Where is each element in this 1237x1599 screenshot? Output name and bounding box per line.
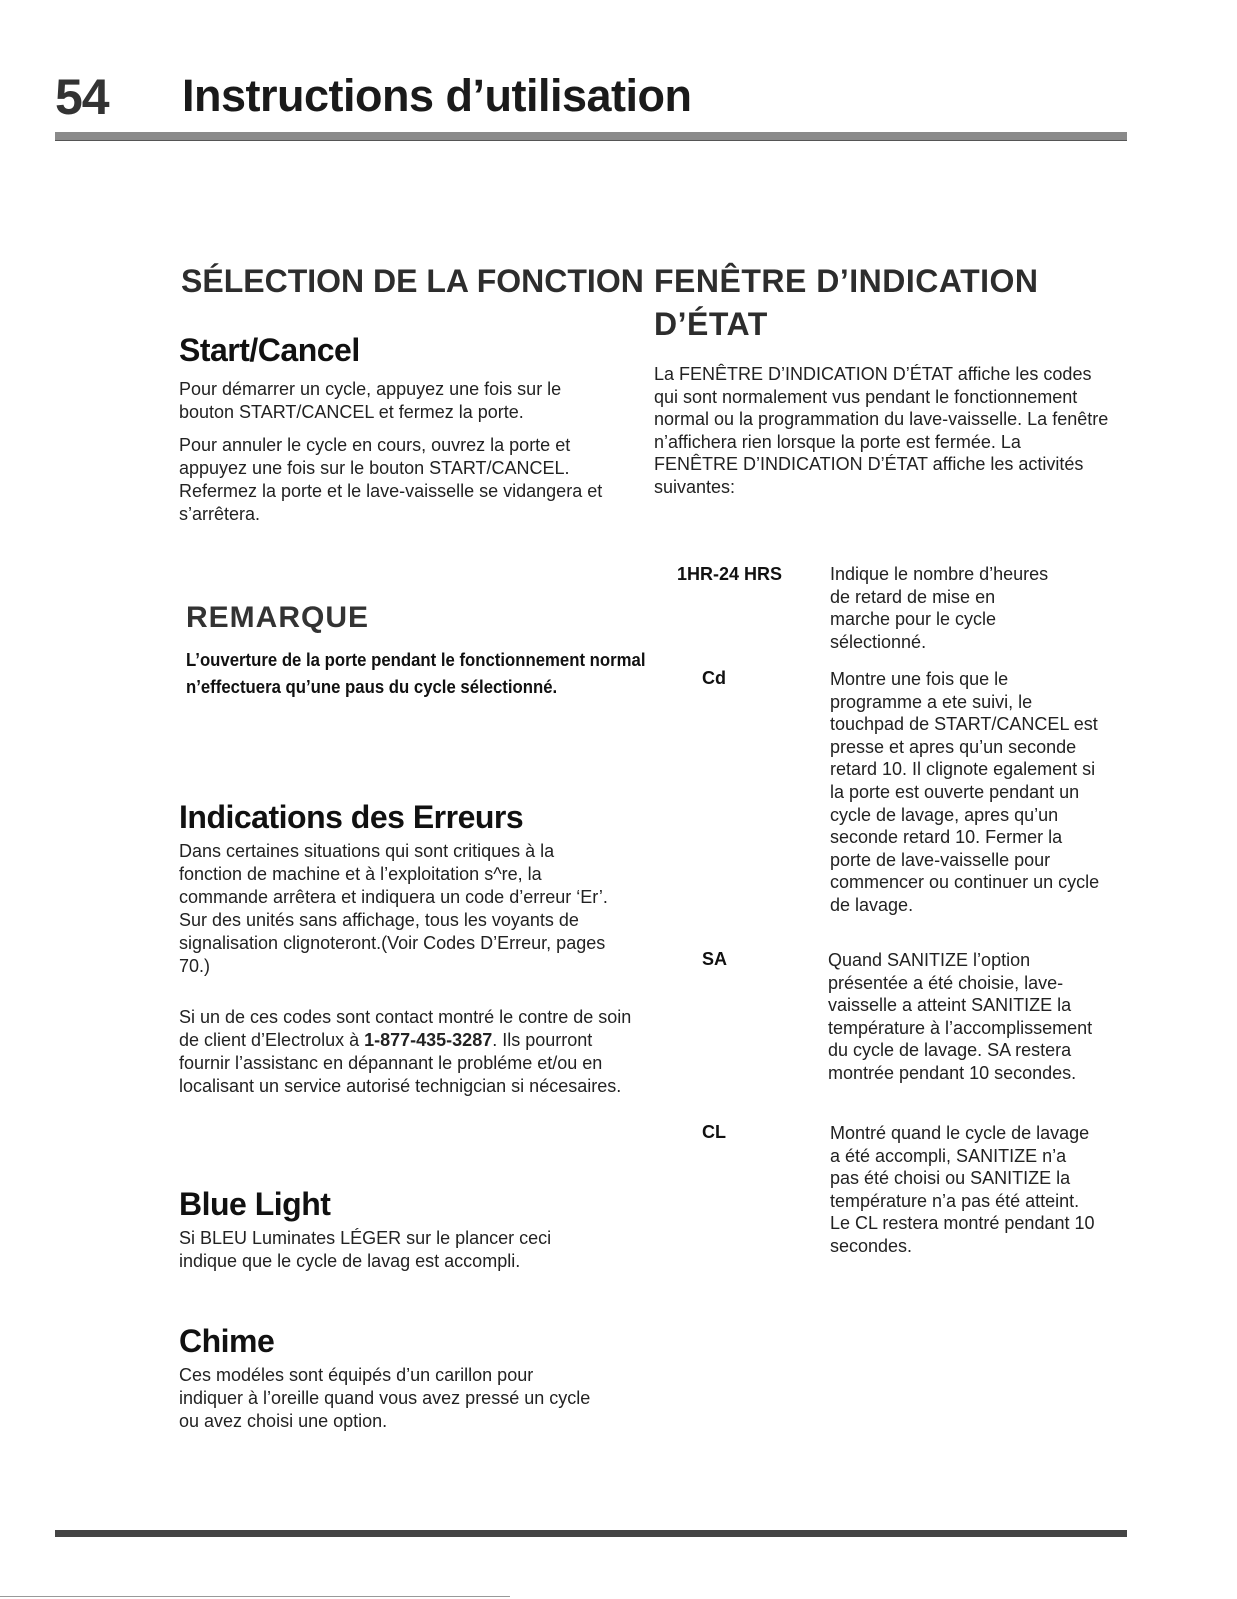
page-title: Instructions d’utilisation [182, 70, 692, 121]
customer-care-phone: 1-877-435-3287 [364, 1030, 493, 1050]
start-cancel-heading: Start/Cancel [179, 332, 360, 368]
code-cl-description: Montré quand le cycle de lavage a été accompli, SANITIZE n’a pas été choisi ou SANITIZE la température n’a pas été atteint. Le CL restera montré pendant 10 secondes. [830, 1123, 1095, 1256]
errors-heading: Indications des Erreurs [179, 799, 524, 835]
note-title: REMARQUE [186, 601, 370, 634]
status-window-title-line-2: D’ÉTAT [654, 306, 768, 342]
start-cancel-paragraph-1: Pour démarrer un cycle, appuyez une fois sur le bouton START/CANCEL et fermez la porte. [179, 379, 562, 422]
footer-rule [55, 1530, 1127, 1537]
code-sa-description: Quand SANITIZE l’option présentée a été choisie, lave-vaisselle a atteint SANITIZE la température à l’accomplissement du cycle de lavage. SA restera montrée pendant 10 secondes. [828, 950, 1093, 1083]
code-sa: SA [702, 949, 728, 969]
page-header [55, 68, 1135, 125]
blue-light-heading: Blue Light [179, 1186, 331, 1222]
blue-light-text: Si BLEU Luminates LÉGER sur le plancer ceci indique que le cycle de lavag est accompli. [179, 1228, 552, 1271]
code-1hr-24hrs-description: Indique le nombre d’heures de retard de mise en marche pour le cycle sélectionné. [830, 564, 1049, 652]
status-window-intro: La FENÊTRE D’INDICATION D’ÉTAT affiche les codes qui sont normalement vus pendant le fonctionnement normal ou la programmation du lave-vaisselle. La fenêtre n’affichera rien lorsque la porte est fermée. La FENÊTRE D’INDICATION D’ÉTAT affiche les activités suivantes: [654, 364, 1109, 497]
errors-paragraph-2-start: Si un de ces codes sont contact montré le contre de soin de client d’Electrolux à [179, 1007, 632, 1050]
status-window-title [654, 260, 1039, 346]
note-text: L’ouverture de la porte pendant le fonctionnement normal n’effectuera qu’une paus du cycle sélectionné. [186, 650, 646, 697]
errors-paragraph-2 [179, 1006, 639, 1098]
start-cancel-paragraph-2: Pour annuler le cycle en cours, ouvrez la porte et appuyez une fois sur le bouton START/CANCEL. Refermez la porte et le lave-vaisselle se vidangera et s’arrêtera. [179, 435, 603, 524]
status-window-title-line-1: FENÊTRE D’INDICATION [654, 263, 1039, 299]
bottom-edge-line [0, 1596, 510, 1597]
errors-paragraph-2-end: . Ils pourront fournir l’assistanc en dépannant le probléme et/ou en localisant un service autorisé technigcian si nécesaires. [179, 1030, 622, 1096]
code-cd-description: Montre une fois que le programme a ete suivi, le touchpad de START/CANCEL est presse et apres qu’un seconde retard 10. Il clignote egalement si la porte est ouverte pendant un cycle de lavage, apres qu’un seconde retard 10. Fermer la porte de lave-vaisselle pour commencer ou continuer un cycle de lavage. [830, 669, 1100, 915]
code-cd: Cd [702, 668, 726, 688]
section-title-function-selection: SÉLECTION DE LA FONCTION [181, 263, 644, 299]
code-1hr-24hrs: 1HR-24 HRS [677, 564, 783, 584]
code-cl: CL [702, 1122, 726, 1142]
errors-paragraph-1: Dans certaines situations qui sont critiques à la fonction de machine et à l’exploitation s^re, la commande arrêtera et indiquera un code d’erreur ‘Er’. Sur des unités sans affichage, tous les voyants de signalisation clignoteront.(Voir Codes D’Erreur, pages 70.) [179, 841, 608, 976]
chime-text: Ces modéles sont équipés d’un carillon pour indiquer à l’oreille quand vous avez pressé un cycle ou avez choisi une option. [179, 1365, 591, 1431]
header-rule [55, 132, 1127, 141]
chime-heading: Chime [179, 1323, 275, 1359]
page-number: 54 [55, 69, 109, 125]
